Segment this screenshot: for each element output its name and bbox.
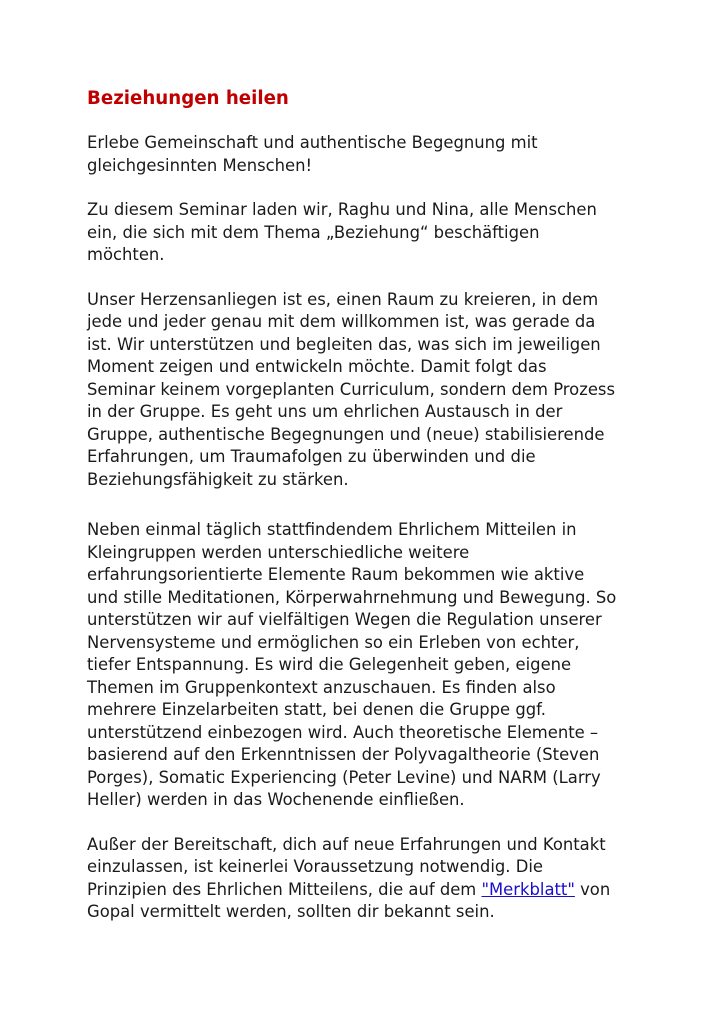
document-title: Beziehungen heilen <box>87 88 289 109</box>
document-page <box>87 88 647 924</box>
program-paragraph: Neben einmal täglich stattfindendem Ehrlichem Mitteilen in Kleingruppen werden unterschiedliche weitere erfahrungsorientierte Elemente Raum bekommen wie aktive und stille Meditationen, Körperwahrnehmung und Bewegung. So unterstützen wir auf vielfältigen Wegen die Regulation unserer Nervensysteme und ermöglichen so ein Erleben von echter, tiefer Entspannung. Es wird die Gelegenheit geben, eigene Themen im Gruppenkontext anzuschauen. Es finden also mehrere Einzelarbeiten statt, bei denen die Gruppe ggf. unterstützend einbezogen wird. Auch theoretische Elemente – basierend auf den Erkenntnissen der Polyvagaltheorie (Steven Porges), Somatic Experiencing (Peter Levine) und NARM (Larry Heller) werden in das Wochenende einfließen. <box>87 520 617 809</box>
requirements-text-after-link: von Gopal vermittelt werden, sollten dir bekannt sein. <box>87 879 611 921</box>
concern-paragraph: Unser Herzensanliegen ist es, einen Raum zu kreieren, in dem jede und jeder genau mit dem willkommen ist, was gerade da ist. Wir unterstützen und begleiten das, was sich im jeweiligen Moment zeigen und entwickeln möchte. Damit folgt das Seminar keinem vorgeplanten Curriculum, sondern dem Prozess in der Gruppe. Es geht uns um ehrlichen Austausch in der Gruppe, authentische Begegnungen und (neue) stabilisierende Erfahrungen, um Traumafolgen zu überwinden und die Beziehungsfähigkeit zu stärken. <box>87 289 615 489</box>
merkblatt-link[interactable]: "Merkblatt" <box>481 879 575 899</box>
invitation-paragraph: Zu diesem Seminar laden wir, Raghu und Nina, alle Menschen ein, die sich mit dem Thema „Beziehung“ beschäftigen möchten. <box>87 200 597 264</box>
intro-paragraph: Erlebe Gemeinschaft und authentische Begegnung mit gleichgesinnten Menschen! <box>87 133 538 175</box>
requirements-text-before-link: Außer der Bereitschaft, dich auf neue Erfahrungen und Kontakt einzulassen, ist keinerlei Voraussetzung notwendig. Die Prinzipien des Ehrlichen Mitteilens, die auf dem <box>87 834 606 899</box>
requirements-paragraph <box>87 834 647 924</box>
